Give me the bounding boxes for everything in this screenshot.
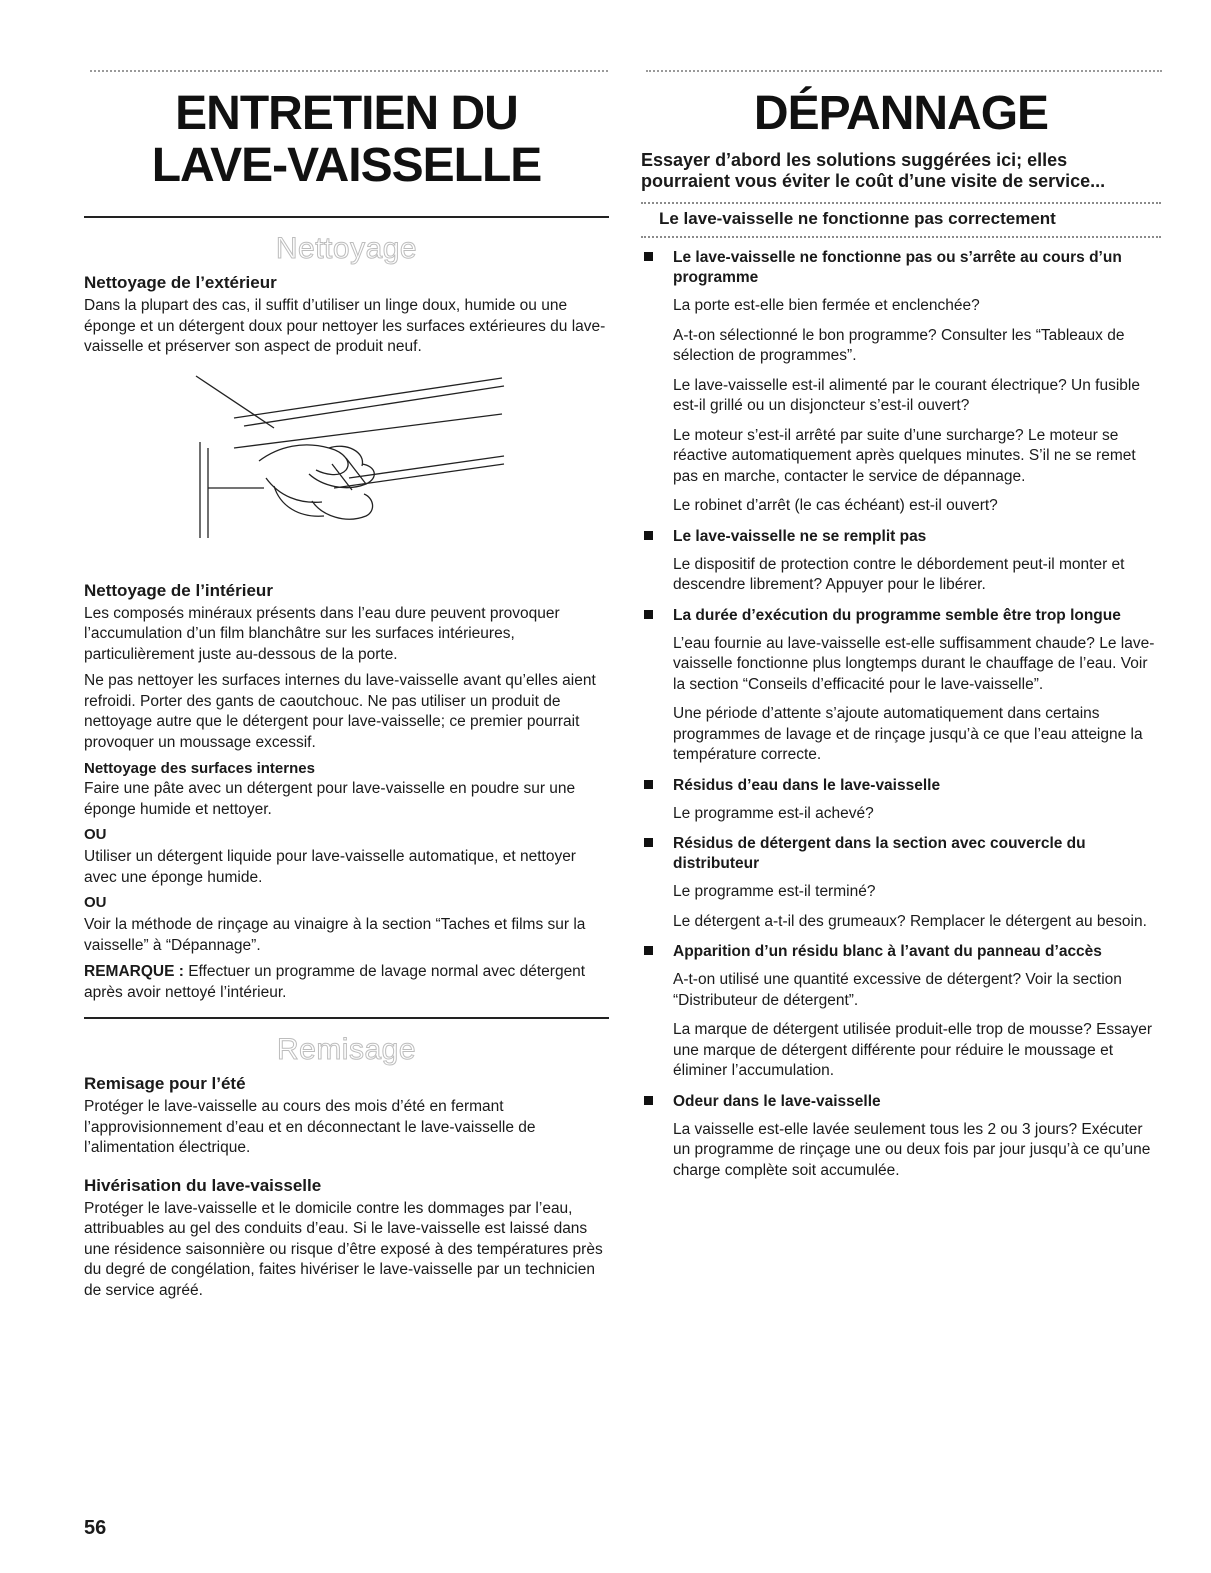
troubleshooting-title: DÉPANNAGE: [753, 87, 1049, 140]
problem-item: [641, 942, 1161, 1082]
solution-text: Le dispositif de protection contre le débordement peut-il monter et descendre librement? Appuyer pour le libérer.: [673, 555, 1125, 593]
solution-text: La vaisselle est-elle lavée seulement tous les 2 ou 3 jours? Exécuter un programme de rinçage une ou deux fois par jour jusqu’à ce qu’une charge complète soit accumulée.: [673, 1120, 1151, 1179]
troubleshooting-column: [641, 74, 1161, 1190]
problem-item: [641, 776, 1161, 825]
wiping-illustration: [84, 366, 609, 566]
internal-surfaces-text-1: Faire une pâte avec un détergent pour lave-vaisselle en poudre sur une éponge humide et nettoyer.: [84, 780, 576, 818]
solution-text: Une période d’attente s’ajoute automatiquement dans certains programmes de lavage et de rinçage jusqu’à ce que l’eau atteigne la température correcte.: [673, 705, 1143, 763]
note-text: Effectuer un programme de lavage normal avec détergent après avoir nettoyé l’intérieur.: [84, 963, 586, 1001]
solution-text: Le lave-vaisselle est-il alimenté par le courant électrique? Un fusible est-il grillé ou un disjoncteur s’est-il ouvert?: [673, 376, 1140, 414]
solution-text: La porte est-elle bien fermée et enclenchée?: [673, 297, 980, 314]
troubleshooting-intro: Essayer d’abord les solutions suggérées ici; elles pourraient vous éviter le coût d’une visite de service...: [641, 150, 1106, 191]
winterizing-heading: Hivérisation du lave-vaisselle: [84, 1175, 322, 1195]
maintenance-title: [84, 88, 609, 192]
problem-title: Résidus d’eau dans le lave-vaisselle: [673, 776, 941, 794]
solution-text: La marque de détergent utilisée produit-elle trop de mousse? Essayer une marque de détergent différente pour réduire le moussage et éliminer l’accumulation.: [673, 1021, 1153, 1079]
interior-text-2: Ne pas nettoyer les surfaces internes du lave-vaisselle avant qu’elles aient refroidi. Porter des gants de caoutchouc. Ne pas utiliser un produit de nettoyage autre que le détergent pour lave-vaisselle; ce premier pourrait provoquer un moussage excessif.: [84, 672, 596, 751]
problem-item: [641, 527, 1161, 596]
problem-title: Odeur dans le lave-vaisselle: [673, 1092, 881, 1110]
section-divider: [84, 216, 609, 218]
exterior-text: Dans la plupart des cas, il suffit d’utiliser un linge doux, humide ou une éponge et un détergent doux pour nettoyer les surfaces extérieures du lave-vaisselle et préserver son aspect de produit neuf.: [84, 297, 606, 355]
internal-surfaces-heading: Nettoyage des surfaces internes: [84, 760, 315, 777]
bullet-icon: [644, 610, 653, 619]
solution-text: A-t-on utilisé une quantité excessive de détergent? Voir la section “Distributeur de détergent”.: [673, 971, 1122, 1009]
note-label: REMARQUE :: [84, 963, 184, 980]
problem-item: [641, 606, 1161, 766]
or-label-1: OU: [84, 826, 107, 843]
title-line-1: ENTRETIEN DU: [175, 87, 518, 140]
summer-storage-text: Protéger le lave-vaisselle au cours des mois d’été en fermant l’approvisionnement d’eau et en déconnectant le lave-vaisselle de l’alimentation électrique.: [84, 1098, 536, 1156]
problem-title: La durée d’exécution du programme semble être trop longue: [673, 606, 1121, 624]
or-label-2: OU: [84, 894, 107, 911]
solution-text: Le programme est-il achevé?: [673, 804, 874, 822]
problem-item: [641, 834, 1161, 932]
top-rule-right: [646, 70, 1162, 72]
nettoyage-heading: Nettoyage: [275, 232, 418, 265]
problem-title: Le lave-vaisselle ne se remplit pas: [673, 527, 927, 545]
maintenance-column: [84, 74, 609, 1307]
solution-text: Le programme est-il terminé?: [673, 883, 876, 900]
bullet-icon: [644, 838, 653, 847]
solution-text: L’eau fournie au lave-vaisselle est-elle suffisamment chaude? Le lave-vaisselle fonctionne plus longtemps durant le chauffage de l’eau. Voir la section “Conseils d’efficacité pour le lave-vaisselle”.: [673, 634, 1155, 693]
solution-text: Le moteur s’est-il arrêté par suite d’une surcharge? Le moteur se réactive automatiquement après quelques minutes. S’il ne se remet pas en marche, contacter le service de dépannage.: [673, 426, 1136, 485]
exterior-heading: Nettoyage de l’extérieur: [84, 273, 277, 292]
problem-title: Résidus de détergent dans la section avec couvercle du distributeur: [673, 835, 1086, 872]
note-paragraph: [84, 962, 609, 1003]
remisage-heading: Remisage: [276, 1033, 417, 1066]
bullet-icon: [644, 780, 653, 789]
section-divider-2: [84, 1017, 609, 1019]
bullet-icon: [644, 531, 653, 540]
problem-title: Apparition d’un résidu blanc à l’avant du panneau d’accès: [673, 943, 1102, 960]
interior-text-1: Les composés minéraux présents dans l’eau dure peuvent provoquer l’accumulation d’un film blanchâtre sur les surfaces intérieures, particulièrement juste au-dessous de la porte.: [84, 604, 560, 663]
page-number: 56: [84, 1517, 107, 1539]
problem-item: [641, 248, 1161, 517]
solution-text: Le détergent a-t-il des grumeaux? Remplacer le détergent au besoin.: [673, 912, 1147, 930]
problem-title: Le lave-vaisselle ne fonctionne pas ou s’arrête au cours d’un programme: [673, 249, 1122, 286]
problem-list: [641, 248, 1161, 1181]
title-line-2: LAVE-VAISSELLE: [151, 139, 542, 192]
hand-wiping-icon: [84, 366, 609, 566]
bullet-icon: [644, 946, 653, 955]
problem-item: [641, 1092, 1161, 1182]
internal-surfaces-text-3: Voir la méthode de rinçage au vinaigre à la section “Taches et films sur la vaisselle” à “Dépannage”.: [84, 916, 586, 954]
bullet-icon: [644, 1096, 653, 1105]
top-rule-left: [90, 70, 608, 72]
solution-text: Le robinet d’arrêt (le cas échéant) est-il ouvert?: [673, 497, 998, 514]
problem-category-banner: Le lave-vaisselle ne fonctionne pas correctement: [641, 202, 1161, 238]
summer-storage-heading: Remisage pour l’été: [84, 1074, 246, 1093]
internal-surfaces-text-2: Utiliser un détergent liquide pour lave-vaisselle automatique, et nettoyer avec une éponge humide.: [84, 848, 576, 886]
solution-text: A-t-on sélectionné le bon programme? Consulter les “Tableaux de sélection de programmes”.: [673, 326, 1125, 364]
bullet-icon: [644, 252, 653, 261]
interior-heading: Nettoyage de l’intérieur: [84, 580, 273, 600]
winterizing-text: Protéger le lave-vaisselle et le domicile contre les dommages par l’eau, attribuables au gel des conduits d’eau. Si le lave-vaisselle est laissé dans une résidence saisonnière ou risque d’être exposé à des températures près du degré de congélation, faites hivériser le lave-vaisselle par un technicien de service agréé.: [84, 1199, 603, 1299]
